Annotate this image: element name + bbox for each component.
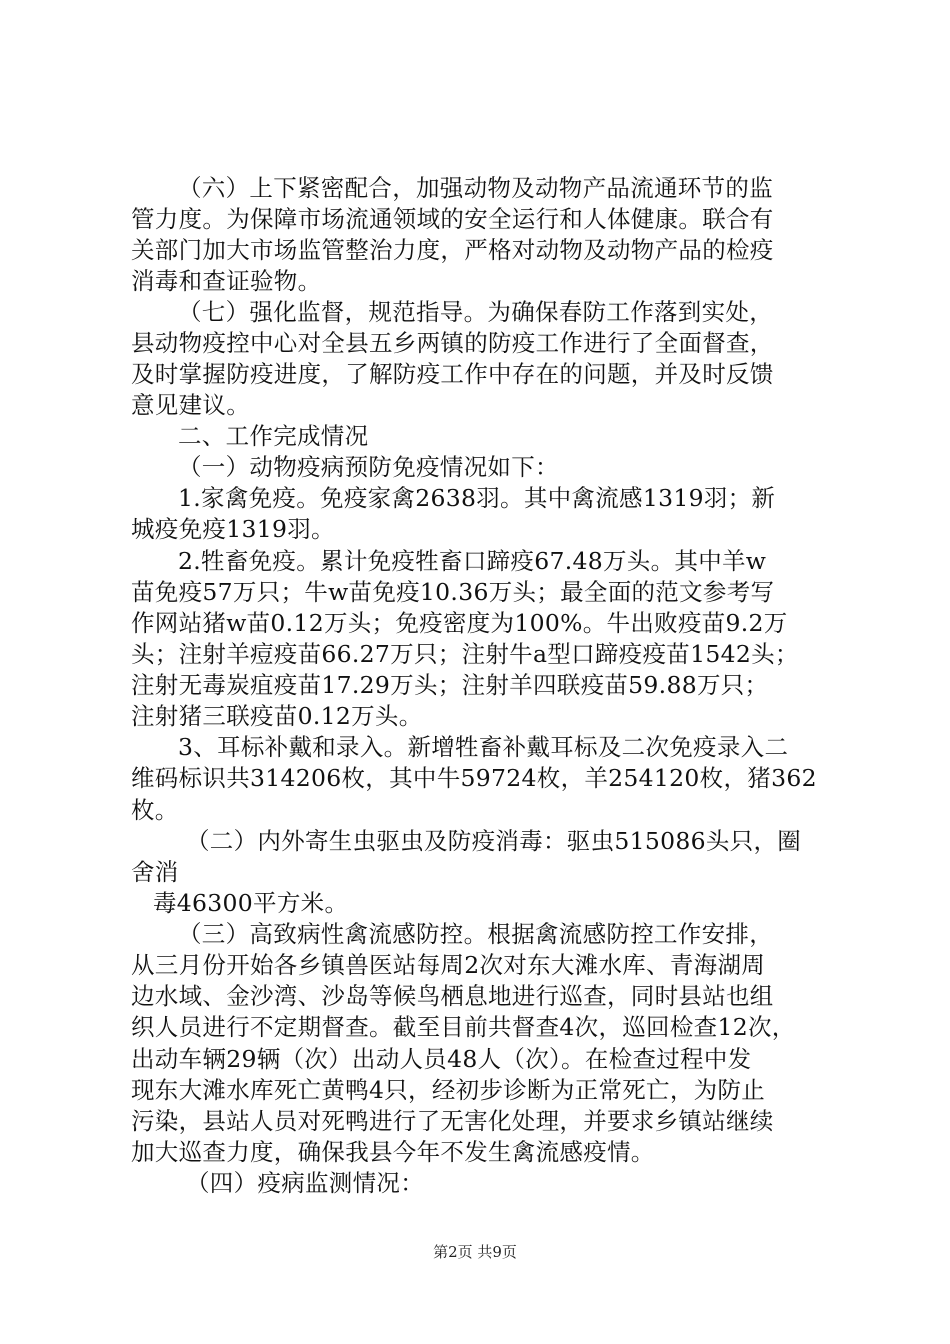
text-line: 城疫免疫1319羽。 <box>131 515 335 543</box>
text-line: 现东大滩水库死亡黄鸭4只，经初步诊断为正常死亡，为防止 <box>131 1076 766 1104</box>
text-line: 关部门加大市场监管整治力度，严格对动物及动物产品的检疫 <box>131 236 774 264</box>
text-line: 1.家禽免疫。免疫家禽2638羽。其中禽流感1319羽；新 <box>178 484 776 512</box>
section-heading: 二、工作完成情况 <box>178 422 369 450</box>
text-line: 舍消 <box>131 858 179 886</box>
text-line: 县动物疫控中心对全县五乡两镇的防疫工作进行了全面督查， <box>131 329 774 357</box>
subsection-heading: （四）疫病监测情况： <box>186 1169 424 1197</box>
text-line: 污染，县站人员对死鸭进行了无害化处理，并要求乡镇站继续 <box>131 1107 774 1135</box>
text-line: 出动车辆29辆（次）出动人员48人（次）。在检查过程中发 <box>131 1045 752 1073</box>
text-line: 头；注射羊痘疫苗66.27万只；注射牛a型口蹄疫疫苗1542头； <box>131 640 799 668</box>
text-line: （六）上下紧密配合，加强动物及动物产品流通环节的监 <box>178 174 773 202</box>
text-line: 作网站猪w苗0.12万头；免疫密度为100%。牛出败疫苗9.2万 <box>131 609 788 637</box>
text-line: 织人员进行不定期督查。截至目前共督查4次，巡回检查12次， <box>131 1013 796 1041</box>
page-number-footer: 第2页 共9页 <box>433 1243 517 1261</box>
text-line: 毒46300平方米。 <box>153 889 349 917</box>
text-line: 枚。 <box>131 796 179 824</box>
text-line: 消毒和查证验物。 <box>131 267 322 295</box>
subsection-heading: （一）动物疫病预防免疫情况如下： <box>178 453 559 481</box>
text-line: 加大巡查力度，确保我县今年不发生禽流感疫情。 <box>131 1138 655 1166</box>
text-line: 注射猪三联疫苗0.12万头。 <box>131 702 423 730</box>
text-line: 维码标识共314206枚，其中牛59724枚，羊254120枚，猪362 <box>131 764 817 792</box>
text-line: 管力度。为保障市场流通领域的安全运行和人体健康。联合有 <box>131 205 774 233</box>
subsection-heading: （二）内外寄生虫驱虫及防疫消毒：驱虫515086头只，圈 <box>186 827 802 855</box>
text-line: 注射无毒炭疽疫苗17.29万头；注射羊四联疫苗59.88万只； <box>131 671 769 699</box>
text-line: （七）强化监督，规范指导。为确保春防工作落到实处， <box>178 298 773 326</box>
text-line: 从三月份开始各乡镇兽医站每周2次对东大滩水库、青海湖周 <box>131 951 766 979</box>
text-line: 2.牲畜免疫。累计免疫牲畜口蹄疫67.48万头。其中羊w <box>178 547 767 575</box>
text-line: 及时掌握防疫进度，了解防疫工作中存在的问题，并及时反馈 <box>131 360 774 388</box>
text-line: 3、耳标补戴和录入。新增牲畜补戴耳标及二次免疫录入二 <box>178 733 789 761</box>
subsection-heading: （三）高致病性禽流感防控。根据禽流感防控工作安排， <box>178 920 773 948</box>
text-line: 意见建议。 <box>131 391 250 419</box>
text-line: 苗免疫57万只；牛w苗免疫10.36万头；最全面的范文参考写 <box>131 578 775 606</box>
text-line: 边水域、金沙湾、沙岛等候鸟栖息地进行巡查，同时县站也组 <box>131 982 774 1010</box>
